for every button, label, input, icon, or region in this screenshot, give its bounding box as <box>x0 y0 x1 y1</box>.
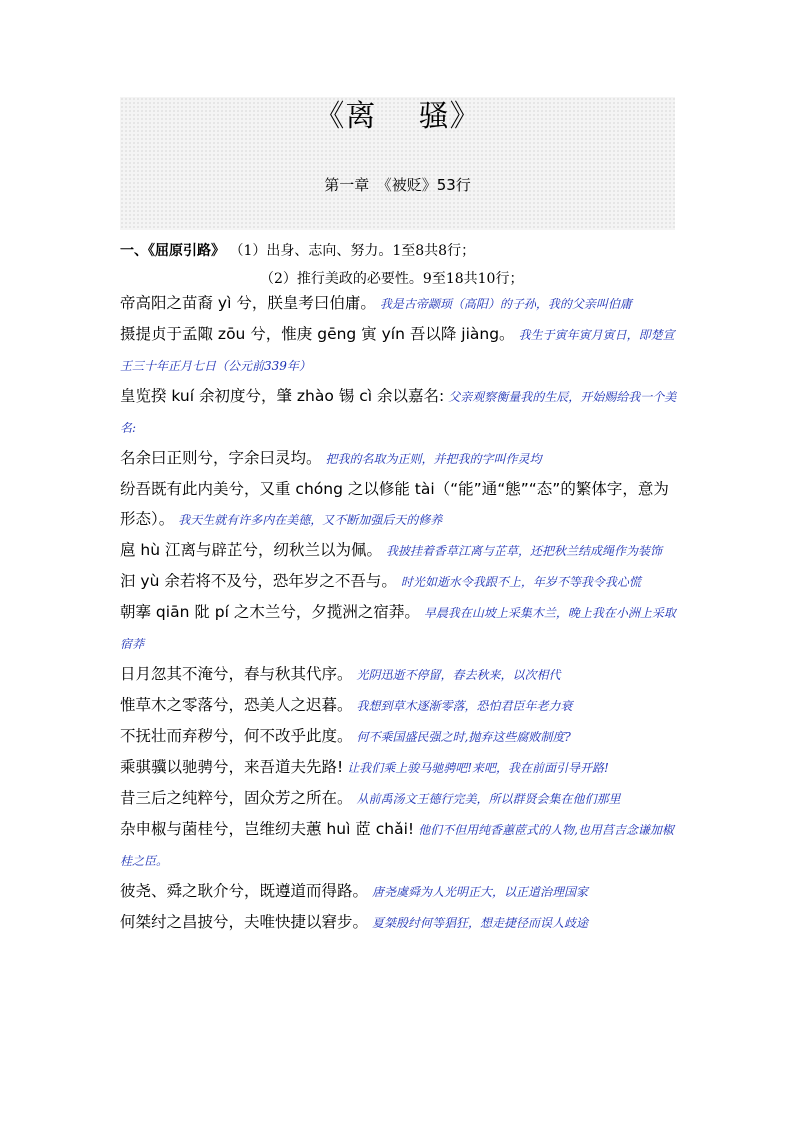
verse-note: 父亲观察衡量我的生辰，开始赐给我一个美名: <box>120 390 677 435</box>
verse-note: 夏桀殷纣何等猖狂，想走捷径而误人歧途 <box>372 916 589 930</box>
verse-text: 日月忽其不淹兮，春与秋其代序。 <box>120 665 353 683</box>
verse-note: 把我的名取为正则，并把我的字叫作灵均 <box>325 452 542 466</box>
verse-text: 扈 hù 江离与辟芷兮，纫秋兰以为佩。 <box>120 541 383 559</box>
verse-line <box>120 319 680 381</box>
verse-line <box>120 659 680 690</box>
verse-line <box>120 721 680 752</box>
verse-note: 何不乘国盛民强之时,抛弃这些腐败制度? <box>356 730 571 744</box>
verse-note: 我想到草木逐渐零落，恐怕君臣年老力衰 <box>356 699 573 713</box>
outline-row <box>120 237 680 265</box>
verse-line <box>120 566 680 597</box>
outline-point: （2）推行美政的必要性。9至18共10行； <box>260 271 524 287</box>
verse-text: 乘骐骥以驰骋兮，来吾道夫先路! <box>120 758 344 776</box>
verse-list <box>120 288 680 938</box>
verse-note: 我披挂着香草江离与芷草，还把秋兰结成绳作为装饰 <box>386 544 663 558</box>
verse-line <box>120 783 680 814</box>
section-label: 一、《屈原引路》 <box>120 243 225 259</box>
verse-text: 不抚壮而弃秽兮，何不改乎此度。 <box>120 727 353 745</box>
verse-text: 皇览揆 kuí 余初度兮，肇 zhào 锡 cì 余以嘉名: <box>120 387 445 405</box>
verse-note: 早晨我在山坡上采集木兰，晚上我在小洲上采取宿莽 <box>120 606 676 651</box>
verse-line <box>120 752 680 783</box>
verse-line <box>120 443 680 474</box>
verse-note: 我生于寅年寅月寅日，即楚宣王三十年正月七日（公元前339年） <box>120 328 675 373</box>
verse-line <box>120 381 680 443</box>
section-outline <box>120 237 680 293</box>
verse-text: 帝高阳之苗裔 yì 兮，朕皇考曰伯庸。 <box>120 294 376 312</box>
verse-note: 我是古帝颛顼（高阳）的子孙，我的父亲叫伯庸 <box>379 297 632 311</box>
verse-note: 唐尧虞舜为人光明正大，以正道治理国家 <box>372 885 589 899</box>
verse-line <box>120 907 680 938</box>
verse-line <box>120 288 680 319</box>
outline-point: （1）出身、志向、努力。1至8共8行； <box>229 243 476 259</box>
verse-note: 时光如逝水令我跟不上，年岁不等我令我心慌 <box>400 575 641 589</box>
verse-line <box>120 690 680 721</box>
verse-note: 我天生就有许多内在美德，又不断加强后天的修养 <box>178 513 443 527</box>
verse-line <box>120 474 680 535</box>
verse-text: 昔三后之纯粹兮，固众芳之所在。 <box>120 789 353 807</box>
verse-line <box>120 597 680 659</box>
title-banner <box>120 97 675 230</box>
verse-note: 从前禹汤文王德行完美，所以群贤会集在他们那里 <box>356 792 621 806</box>
page-title: 《离 骚》 <box>314 99 481 134</box>
verse-text: 彼尧、舜之耿介兮，既遵道而得路。 <box>120 882 369 900</box>
verse-text: 杂申椒与菌桂兮，岂维纫夫蕙 huì 茝 chǎi! <box>120 820 415 838</box>
verse-text: 名余曰正则兮，字余曰灵均。 <box>120 449 322 467</box>
verse-note: 他们不但用纯香蕙茝式的人物,也用莒吉念谦加椒桂之臣。 <box>120 823 674 868</box>
verse-line <box>120 876 680 907</box>
verse-text: 汩 yù 余若将不及兮，恐年岁之不吾与。 <box>120 572 397 590</box>
verse-text: 摄提贞于孟陬 zōu 兮，惟庚 gēng 寅 yín 吾以降 jiàng。 <box>120 325 515 343</box>
verse-line <box>120 535 680 566</box>
verse-text: 何桀纣之昌披兮，夫唯快捷以窘步。 <box>120 913 369 931</box>
verse-text: 惟草木之零落兮，恐美人之迟暮。 <box>120 696 353 714</box>
verse-note: 光阴迅逝不停留，春去秋来，以次相代 <box>356 668 561 682</box>
verse-line <box>120 814 680 876</box>
verse-text: 朝搴 qiān 阰 pí 之木兰兮，夕揽洲之宿莽。 <box>120 603 420 621</box>
chapter-heading: 第一章 《被贬》53行 <box>324 176 471 194</box>
verse-text: 纷吾既有此内美兮，又重 chóng 之以修能 tài（“能”通“態”“态”的繁体字，意为形态）。 <box>120 480 669 528</box>
verse-note: 让我们乘上骏马驰骋吧!来吧，我在前面引导开路! <box>347 761 609 775</box>
